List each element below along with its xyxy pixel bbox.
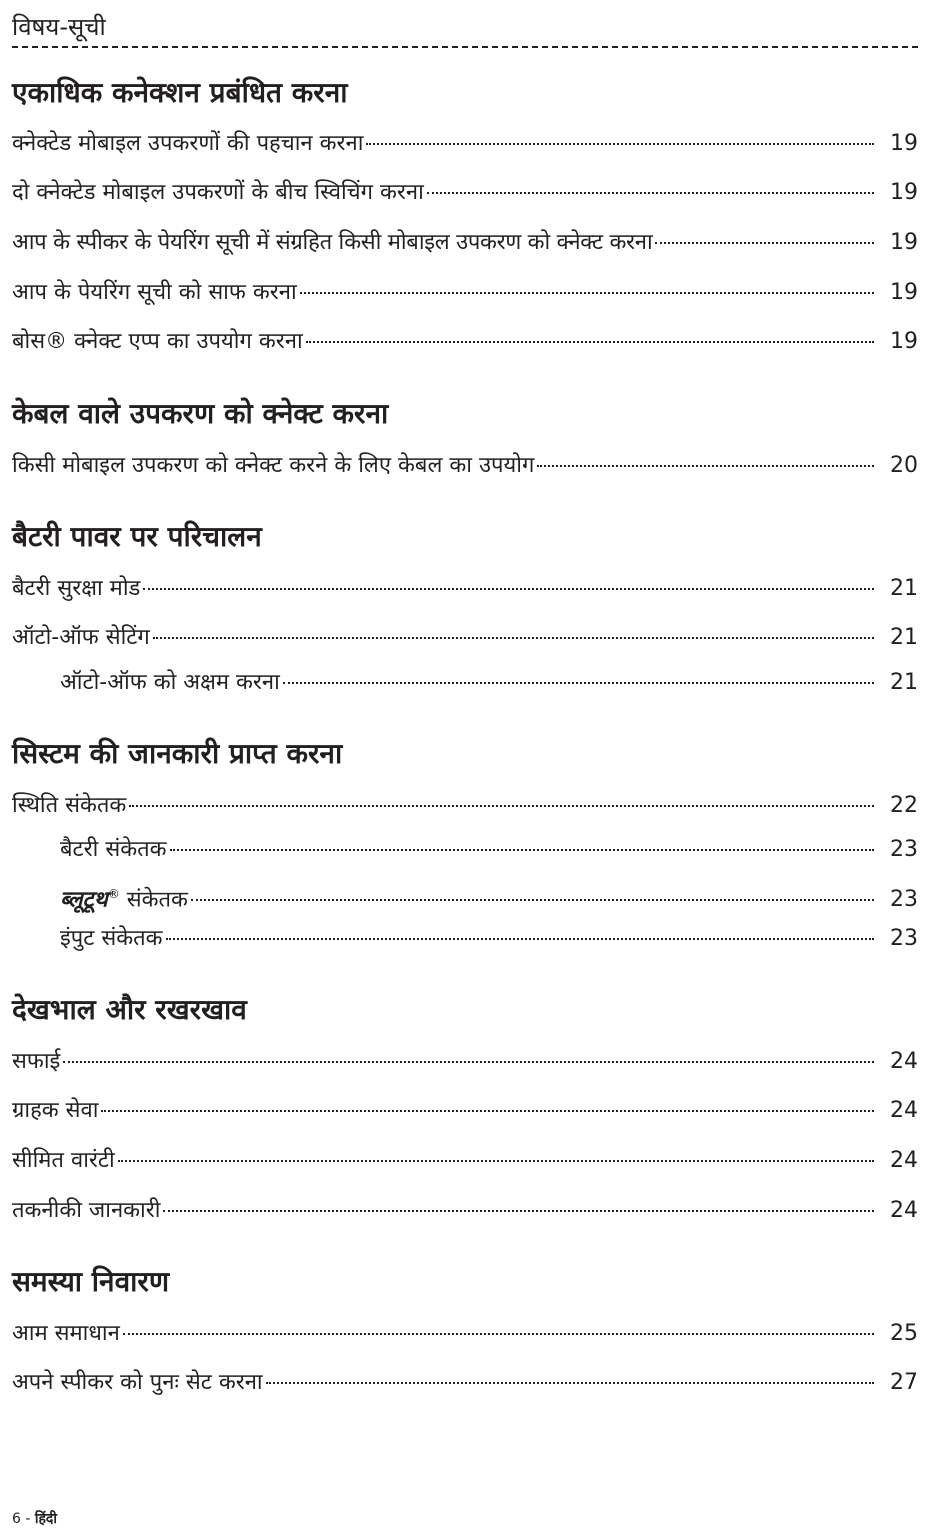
toc-entry-page: 23	[890, 926, 918, 951]
toc-entry-label: क्नेक्टेड मोबाइल उपकरणों की पहचान करना	[12, 131, 364, 156]
toc-entry[interactable]	[12, 178, 918, 208]
footer-page-number: 6 -	[12, 1511, 31, 1527]
toc-entry-page: 27	[890, 1370, 918, 1395]
toc-header	[12, 0, 918, 48]
toc-subentry[interactable]	[12, 668, 918, 698]
toc-entry-label: किसी मोबाइल उपकरण को क्नेक्ट करने के लिए केबल का उपयोग	[12, 453, 535, 478]
toc-entry-page: 19	[890, 230, 918, 255]
toc-entry-label: ऑटो-ऑफ सेटिंग	[12, 625, 150, 650]
dot-leader	[283, 682, 874, 684]
toc-entry-page: 25	[890, 1321, 918, 1346]
toc-entry-page: 21	[890, 670, 918, 695]
toc-entry[interactable]	[12, 278, 918, 308]
dot-leader	[170, 849, 874, 851]
section-title-system-info: सिस्टम की जानकारी प्राप्त करना	[12, 737, 343, 770]
toc-entry[interactable]	[12, 1368, 918, 1398]
dot-leader	[300, 292, 874, 294]
footer-language: हिंदी	[34, 1511, 57, 1527]
toc-entry-label: आप के स्पीकर के पेयरिंग सूची में संग्रहित किसी मोबाइल उपकरण को क्नेक्ट करना	[12, 230, 653, 255]
dot-leader	[266, 1382, 874, 1384]
toc-entry[interactable]	[12, 451, 918, 481]
bluetooth-word: ब्लूटूथ	[60, 887, 108, 913]
dot-leader	[166, 938, 874, 940]
dot-leader	[63, 1061, 874, 1063]
toc-entry-label: आम समाधान	[12, 1321, 120, 1346]
toc-entry-label: बैटरी संकेतक	[60, 837, 167, 862]
toc-entry[interactable]	[12, 129, 918, 159]
toc-entry-label: ऑटो-ऑफ को अक्षम करना	[60, 670, 280, 695]
toc-entry-label: तकनीकी जानकारी	[12, 1198, 161, 1223]
dot-leader	[306, 341, 874, 343]
toc-entry[interactable]	[12, 1319, 918, 1349]
dot-leader	[101, 1110, 874, 1112]
toc-entry[interactable]	[12, 1146, 918, 1176]
page-footer	[12, 1509, 57, 1529]
toc-entry-label: आप के पेयरिंग सूची को साफ करना	[12, 280, 297, 305]
dot-leader	[118, 1160, 874, 1162]
toc-entry-page: 20	[890, 453, 918, 478]
dot-leader	[191, 899, 874, 901]
toc-entry-label: बैटरी सुरक्षा मोड	[12, 576, 141, 601]
toc-entry-page: 24	[890, 1098, 918, 1123]
toc-entry-label: अपने स्पीकर को पुनः सेट करना	[12, 1370, 263, 1395]
dot-leader	[143, 588, 874, 590]
toc-entry-label	[60, 879, 188, 915]
toc-entry-label: इंपुट संकेतक	[60, 926, 163, 951]
toc-entry-page: 24	[890, 1198, 918, 1223]
toc-entry[interactable]	[12, 1047, 918, 1077]
dot-leader	[129, 805, 874, 807]
toc-entry[interactable]	[12, 574, 918, 604]
dot-leader	[655, 242, 874, 244]
toc-entry-label: दो क्नेक्टेड मोबाइल उपकरणों के बीच स्विचिंग करना	[12, 180, 424, 205]
toc-entry[interactable]	[12, 1196, 918, 1226]
toc-entry[interactable]	[12, 327, 918, 357]
toc-entry-page: 23	[890, 837, 918, 862]
toc-entry[interactable]	[12, 791, 918, 821]
toc-entry[interactable]	[12, 623, 918, 653]
toc-entry-label: ग्राहक सेवा	[12, 1098, 99, 1123]
toc-entry-label: स्थिति संकेतक	[12, 793, 127, 818]
toc-subentry[interactable]	[12, 835, 918, 865]
toc-entry-page: 24	[890, 1049, 918, 1074]
section-title-battery-power: बैटरी पावर पर परिचालन	[12, 520, 262, 553]
toc-entry-page: 24	[890, 1148, 918, 1173]
toc-entry[interactable]	[12, 228, 918, 258]
section-title-multiple-connections: एकाधिक कनेक्शन प्रबंधित करना	[12, 76, 348, 109]
toc-subentry[interactable]	[12, 879, 918, 915]
toc-entry-page: 21	[890, 625, 918, 650]
registered-mark: ®	[107, 887, 120, 901]
toc-entry-page: 19	[890, 329, 918, 354]
toc-entry[interactable]	[12, 1096, 918, 1126]
toc-entry-label: बोस® क्नेक्ट एप्प का उपयोग करना	[12, 329, 303, 354]
dot-leader	[537, 465, 874, 467]
toc-entry-page: 19	[890, 180, 918, 205]
dot-leader	[153, 637, 874, 639]
toc-entry-page: 23	[890, 887, 918, 913]
toc-subentry[interactable]	[12, 924, 918, 954]
toc-entry-label: सीमित वारंटी	[12, 1148, 115, 1173]
dot-leader	[366, 143, 874, 145]
dot-leader	[427, 192, 874, 194]
section-title-cable-devices: केबल वाले उपकरण को क्नेक्ट करना	[12, 397, 389, 430]
section-title-troubleshooting: समस्या निवारण	[12, 1265, 170, 1298]
toc-entry-page: 19	[890, 131, 918, 156]
toc-page	[12, 0, 918, 1395]
section-title-care-maintenance: देखभाल और रखरखाव	[12, 993, 247, 1026]
toc-entry-label-rest: संकेतक	[119, 887, 188, 913]
dot-leader	[123, 1333, 874, 1335]
toc-entry-page: 19	[890, 280, 918, 305]
toc-title: विषय-सूची	[12, 13, 106, 41]
toc-entry-page: 21	[890, 576, 918, 601]
toc-entry-label: सफाई	[12, 1049, 61, 1074]
dot-leader	[163, 1210, 874, 1212]
toc-entry-page: 22	[890, 793, 918, 818]
